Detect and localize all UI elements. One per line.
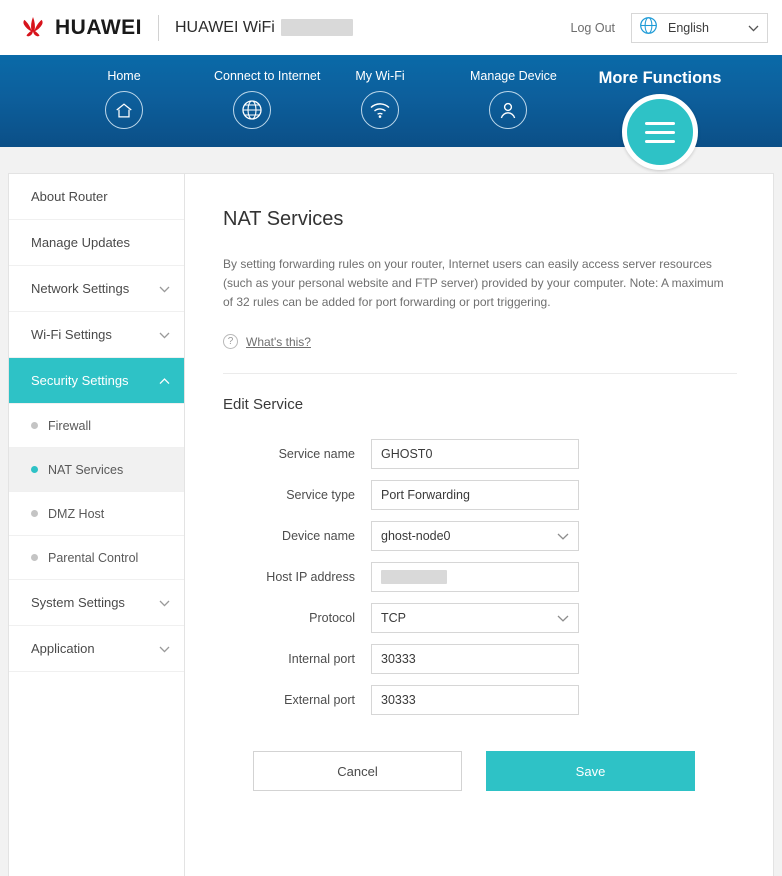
field-value: GHOST0 <box>381 447 433 461</box>
top-bar <box>0 0 782 55</box>
ssid-redacted-block <box>281 19 353 36</box>
sidebar-item-wifi-settings[interactable] <box>9 312 184 358</box>
section-divider <box>223 373 737 374</box>
huawei-logo <box>18 15 142 41</box>
form-row-protocol <box>223 603 737 633</box>
field-label: Service name <box>278 447 355 461</box>
nav-item-more-functions[interactable] <box>585 69 735 170</box>
field-value: Port Forwarding <box>381 488 470 502</box>
field-label: Protocol <box>309 611 355 625</box>
hamburger-bar <box>645 122 675 125</box>
chevron-down-icon <box>748 19 759 37</box>
nav-item-label: Connect to Internet <box>214 69 321 83</box>
service-name-input[interactable] <box>371 439 579 469</box>
whats-this-link[interactable] <box>223 334 737 349</box>
chevron-down-icon <box>159 327 170 342</box>
page-body <box>0 147 782 876</box>
device-name-select[interactable] <box>371 521 579 551</box>
nav-item-label: Home <box>107 69 141 83</box>
nav-item-label: Manage Device <box>470 69 557 83</box>
sidebar-item-label: Firewall <box>48 418 92 433</box>
hamburger-icon[interactable] <box>622 94 698 170</box>
hamburger-bar <box>645 131 675 134</box>
form-row-service-name <box>223 439 737 469</box>
content-card <box>8 173 774 876</box>
device-title-text: HUAWEI WiFi <box>175 18 275 36</box>
wifi-icon <box>361 91 399 129</box>
sidebar-item-nat-services[interactable] <box>9 448 184 492</box>
page-description: By setting forwarding rules on your router, Internet users can easily access server resources (such as your personal website and FTP server) provided by your computer. Note: A maximum of 32 rules can be added for port forwarding or port triggering. <box>223 257 724 309</box>
field-value: ghost-node0 <box>381 529 451 543</box>
protocol-select[interactable] <box>371 603 579 633</box>
language-label: English <box>668 20 709 35</box>
host-ip-address-input[interactable] <box>371 562 579 592</box>
cancel-button[interactable]: Cancel <box>253 751 462 791</box>
chevron-down-icon <box>159 595 170 610</box>
form-row-device-name <box>223 521 737 551</box>
question-mark-icon: ? <box>223 334 238 349</box>
field-value: TCP <box>381 611 406 625</box>
bullet-icon <box>31 422 38 429</box>
globe-icon <box>639 16 658 40</box>
host-ip-redacted-block <box>381 570 447 584</box>
form-row-external-port <box>223 685 737 715</box>
sidebar-item-label: About Router <box>31 189 108 204</box>
page-title: NAT Services <box>223 208 344 230</box>
sidebar-item-label: Wi-Fi Settings <box>31 327 112 342</box>
field-value: 30333 <box>381 693 416 707</box>
hamburger-bar <box>645 140 675 143</box>
sidebar-item-label: NAT Services <box>48 462 124 477</box>
sidebar-item-label: Parental Control <box>48 550 139 565</box>
section-title: Edit Service <box>223 396 304 413</box>
sidebar-item-dmz-host[interactable] <box>9 492 184 536</box>
bullet-icon <box>31 554 38 561</box>
language-selector[interactable] <box>631 13 768 43</box>
home-icon <box>105 91 143 129</box>
sidebar <box>9 174 185 876</box>
form-row-service-type <box>223 480 737 510</box>
sidebar-item-label: Application <box>31 641 95 656</box>
chevron-down-icon <box>159 641 170 656</box>
sidebar-item-manage-updates[interactable] <box>9 220 184 266</box>
nav-item-connect-to-internet[interactable] <box>214 69 321 129</box>
field-label: Service type <box>286 488 355 502</box>
external-port-input[interactable] <box>371 685 579 715</box>
sidebar-item-label: Network Settings <box>31 281 130 296</box>
divider <box>158 15 159 41</box>
field-label: External port <box>284 693 355 707</box>
logout-button[interactable]: Log Out <box>570 20 615 35</box>
huawei-flower-icon <box>18 15 48 41</box>
nav-item-manage-device[interactable] <box>470 69 557 129</box>
form-actions <box>223 751 737 791</box>
service-type-input[interactable] <box>371 480 579 510</box>
user-icon <box>489 91 527 129</box>
nav-item-label: My Wi-Fi <box>355 69 405 83</box>
field-label: Host IP address <box>266 570 355 584</box>
form-row-host-ip-address <box>223 562 737 592</box>
chevron-up-icon <box>159 373 170 388</box>
sidebar-item-system-settings[interactable] <box>9 580 184 626</box>
bullet-icon <box>31 466 38 473</box>
field-value: 30333 <box>381 652 416 666</box>
sidebar-item-label: Security Settings <box>31 373 129 388</box>
field-label: Device name <box>282 529 355 543</box>
nav-item-my-wifi[interactable] <box>342 69 418 129</box>
field-label: Internal port <box>288 652 355 666</box>
chevron-down-icon <box>557 529 569 543</box>
chevron-down-icon <box>159 281 170 296</box>
nav-item-label: More Functions <box>598 69 722 87</box>
main-content <box>185 174 773 876</box>
main-navigation <box>0 55 782 147</box>
internal-port-input[interactable] <box>371 644 579 674</box>
sidebar-item-label: System Settings <box>31 595 125 610</box>
top-bar-right <box>571 13 768 43</box>
sidebar-item-parental-control[interactable] <box>9 536 184 580</box>
whats-this-label: What's this? <box>246 334 311 349</box>
sidebar-item-about-router[interactable] <box>9 174 184 220</box>
sidebar-item-security-settings[interactable] <box>9 358 184 404</box>
globe-icon <box>233 91 271 129</box>
sidebar-item-label: Manage Updates <box>31 235 131 250</box>
form-row-internal-port <box>223 644 737 674</box>
save-button[interactable]: Save <box>486 751 695 791</box>
nav-item-home[interactable] <box>86 69 162 129</box>
sidebar-item-label: DMZ Host <box>48 506 105 521</box>
sidebar-item-firewall[interactable] <box>9 404 184 448</box>
device-title <box>175 19 353 37</box>
sidebar-item-network-settings[interactable] <box>9 266 184 312</box>
chevron-down-icon <box>557 611 569 625</box>
bullet-icon <box>31 510 38 517</box>
sidebar-item-application[interactable] <box>9 626 184 672</box>
brand-text: HUAWEI <box>55 15 142 39</box>
